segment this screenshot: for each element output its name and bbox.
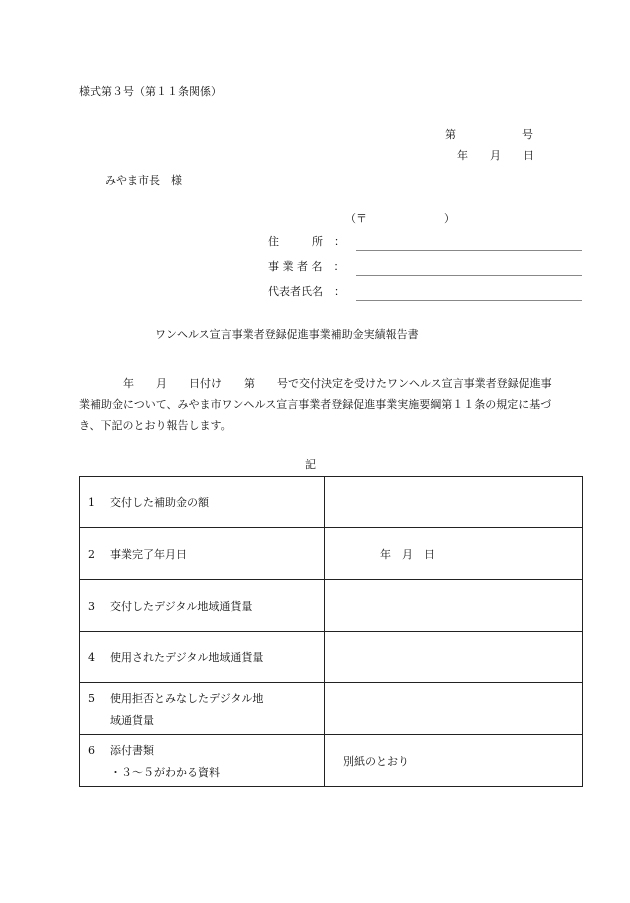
postal-code: （〒 ）	[345, 212, 455, 225]
row-value[interactable]	[325, 683, 583, 735]
form-label: 様式第３号（第１１条関係）	[79, 85, 222, 98]
date-line: 年 月 日	[457, 149, 534, 162]
table-row	[80, 632, 583, 683]
row-value[interactable]: 年 月 日	[325, 528, 583, 580]
business-name-field-line[interactable]	[356, 275, 582, 276]
row-value[interactable]	[325, 632, 583, 683]
address-field-line[interactable]	[356, 250, 582, 251]
report-table	[79, 476, 583, 787]
number-line: 第 号	[445, 128, 533, 141]
body-paragraph: 年 月 日付け 第 号で交付決定を受けたワンヘルス宣言事業者登録促進事業補助金について、みやま市ワンヘルス宣言事業者登録促進事業実施要綱第１１条の規定に基づき、下記のとおり報告します。	[79, 377, 552, 432]
row-value[interactable]	[325, 580, 583, 632]
row-label: 4 使用されたデジタル地域通貨量	[80, 632, 325, 683]
row-label: 3 交付したデジタル地域通貨量	[80, 580, 325, 632]
table-row	[80, 477, 583, 528]
row-label: 1 交付した補助金の額	[80, 477, 325, 528]
table-row	[80, 580, 583, 632]
addressee: みやま市長 様	[105, 174, 182, 187]
table-row	[80, 528, 583, 580]
business-name-label: 事 業 者 名 ：	[268, 260, 345, 273]
address-label: 住 所 ：	[268, 235, 345, 248]
ki-heading: 記	[305, 458, 316, 471]
row-label: 6 添付書類 ・３～５がわかる資料	[80, 735, 325, 787]
representative-label: 代表者氏名 ：	[268, 285, 345, 298]
row-label: 2 事業完了年月日	[80, 528, 325, 580]
table-row	[80, 735, 583, 787]
table-row	[80, 683, 583, 735]
row-value[interactable]: 別紙のとおり	[325, 735, 583, 787]
row-value[interactable]	[325, 477, 583, 528]
row-label: 5 使用拒否とみなしたデジタル地 域通貨量	[80, 683, 325, 735]
document-title: ワンヘルス宣言事業者登録促進事業補助金実績報告書	[155, 328, 419, 341]
representative-field-line[interactable]	[356, 300, 582, 301]
